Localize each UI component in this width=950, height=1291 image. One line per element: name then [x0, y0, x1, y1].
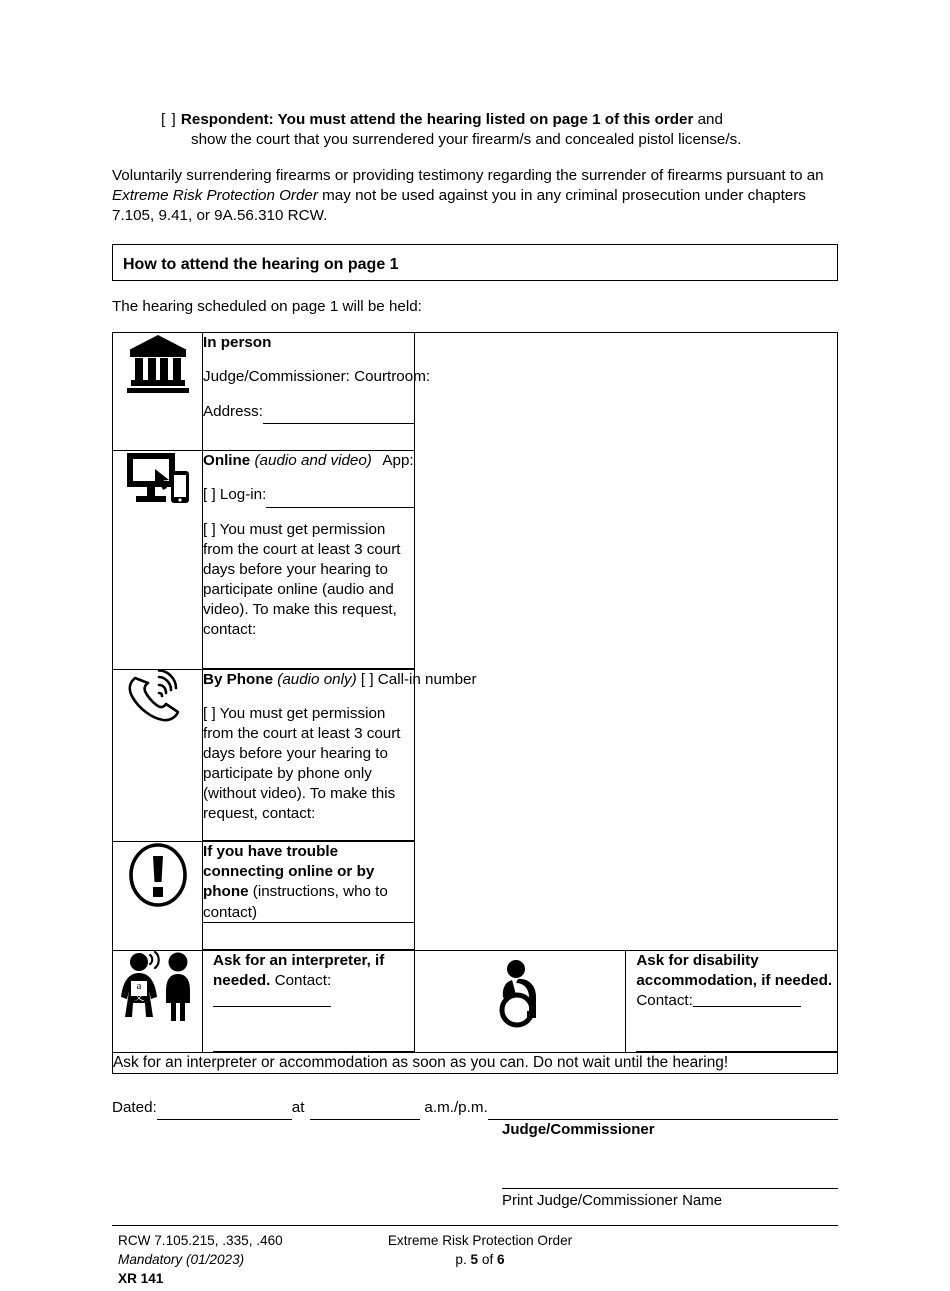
- judge-commissioner-field-row: [203, 367, 431, 387]
- interpreter-note: Ask for an interpreter or accommodation as soon as you can. Do not wait until the hearing!: [113, 1052, 838, 1073]
- online-permission-text: You must get permission from the court at least 3 court days before your hearing to participate online (audio and video). To make this request, contact:: [203, 520, 401, 638]
- interpreter-title: Ask for an interpreter, if needed.: [213, 951, 385, 989]
- voluntary-surrender-paragraph: [112, 166, 838, 226]
- voluntary-part2: may not be used against you in any criminal prosecution under chapters 7.105, 9.41, or 9A.56.310 RCW.: [112, 187, 806, 225]
- interpreter-icon-cell: [113, 950, 203, 1052]
- address-field-row: [203, 402, 414, 422]
- trouble-icon-cell: [113, 842, 203, 950]
- table-row-by-phone: [113, 669, 838, 841]
- dated-row: [112, 1098, 838, 1118]
- login-checkbox[interactable]: [ ]: [203, 486, 216, 504]
- login-field-row: [203, 485, 414, 505]
- by-phone-title-row: [203, 670, 477, 690]
- ampm-label: a.m./p.m.: [424, 1099, 488, 1117]
- table-row-in-person: [113, 333, 838, 451]
- callin-label: Call-in number: [377, 670, 477, 688]
- table-row-note: [113, 1052, 838, 1073]
- by-phone-permission-paragraph: [203, 704, 414, 824]
- address-input[interactable]: [263, 408, 414, 424]
- accommodation-contact-label: Contact:: [636, 991, 693, 1009]
- interpreter-title-line: [213, 951, 414, 1011]
- in-person-title: In person: [203, 334, 272, 352]
- wheelchair-accessibility-icon: [494, 959, 546, 1029]
- footer-page-total: 6: [497, 1252, 505, 1268]
- footer-form-number: XR 141: [118, 1271, 164, 1287]
- exclamation-circle-icon: [128, 842, 188, 908]
- respondent-checkbox[interactable]: [ ]: [161, 111, 177, 128]
- desktop-monitor-icon: [125, 451, 191, 507]
- footer-doc-title: Extreme Risk Protection Order: [387, 1232, 573, 1248]
- time-input[interactable]: [310, 1104, 420, 1120]
- section-header-how-to-attend: How to attend the hearing on page 1: [112, 244, 838, 281]
- online-body-cell: [203, 451, 415, 670]
- document-page: [112, 0, 838, 1291]
- accommodation-title-line: [636, 951, 837, 1011]
- judge-commissioner-label: Judge/Commissioner:: [203, 368, 350, 386]
- footer-mandatory: Mandatory (01/2023): [118, 1252, 245, 1268]
- hearing-lead-line: The hearing scheduled on page 1 will be held:: [112, 298, 422, 316]
- in-person-icon-cell: [113, 333, 203, 451]
- judge-signature-input[interactable]: [488, 1104, 838, 1120]
- footer-page-indicator: [380, 1250, 580, 1269]
- login-label: Log-in:: [219, 486, 267, 504]
- by-phone-title: By Phone: [203, 670, 274, 688]
- by-phone-permission-checkbox[interactable]: [ ]: [203, 704, 216, 722]
- courtroom-label: Courtroom:: [354, 368, 431, 386]
- print-judge-name-label: Print Judge/Commissioner Name: [502, 1191, 723, 1209]
- respondent-notice-line2: show the court that you surrendered your firearm/s and concealed pistol license/s.: [191, 131, 742, 149]
- login-input[interactable]: [266, 492, 413, 508]
- respondent-notice: [112, 110, 838, 150]
- accommodation-body-cell: [626, 950, 838, 1052]
- footer-page-prefix: p.: [455, 1252, 471, 1268]
- svg-text:a: a: [136, 979, 141, 992]
- courthouse-icon: [127, 333, 189, 393]
- by-phone-icon-cell: [113, 669, 203, 841]
- print-name-input[interactable]: [502, 1188, 838, 1189]
- respondent-notice-tail: and: [693, 111, 723, 128]
- online-icon-cell: [113, 451, 203, 670]
- at-label: at: [291, 1099, 305, 1117]
- interpreter-body-cell: [203, 950, 415, 1052]
- interpreter-contact-label: Contact:: [274, 971, 332, 989]
- phone-ringing-icon: [125, 670, 191, 728]
- accommodation-icon-cell: [414, 950, 626, 1052]
- trouble-title: If you have trouble connecting online or by phone: [203, 843, 375, 901]
- dated-input[interactable]: [157, 1104, 292, 1120]
- page-footer: [112, 1231, 838, 1291]
- by-phone-title-paren: (audio only): [277, 670, 357, 688]
- how-to-attend-table: [112, 332, 838, 1074]
- voluntary-italic-title: Extreme Risk Protection Order: [112, 187, 318, 205]
- footer-page-number: 5: [470, 1252, 479, 1268]
- address-label: Address:: [203, 402, 263, 420]
- in-person-body-cell: [203, 333, 431, 451]
- accommodation-title: Ask for disability accommodation, if needed.: [636, 951, 833, 989]
- online-title-row: [203, 451, 414, 471]
- footer-page-of: of: [478, 1252, 497, 1268]
- accommodation-contact-input[interactable]: [693, 991, 801, 1007]
- online-permission-paragraph: [203, 520, 414, 640]
- table-row-trouble-connecting: [113, 842, 838, 950]
- table-row-interpreter-accommodation: [113, 950, 838, 1052]
- footer-left-block: [118, 1231, 283, 1289]
- table-row-online: [113, 451, 838, 670]
- footer-rcw-citation: RCW 7.105.215, .335, .460: [118, 1232, 283, 1248]
- trouble-title-paren: (instructions, who to contact): [203, 883, 388, 921]
- signature-area: [112, 1120, 838, 1211]
- online-title-paren: (audio and video): [254, 452, 372, 470]
- by-phone-body-cell: [203, 669, 477, 841]
- interpreter-icon: [119, 951, 197, 1027]
- interpreter-contact-input[interactable]: [213, 991, 331, 1007]
- footer-center-block: [380, 1231, 580, 1270]
- trouble-title-line: [203, 842, 414, 922]
- trouble-body-cell: [203, 842, 415, 950]
- voluntary-part1: Voluntarily surrendering firearms or providing testimony regarding the surrender of firearms pursuant to an: [112, 167, 824, 185]
- online-permission-checkbox[interactable]: [ ]: [203, 520, 216, 538]
- footer-divider: [112, 1225, 838, 1226]
- by-phone-permission-text: You must get permission from the court at least 3 court days before your hearing to participate by phone only (without video). To make this request, contact:: [203, 704, 401, 823]
- respondent-notice-bold: Respondent: You must attend the hearing listed on page 1 of this order: [180, 111, 694, 128]
- app-label: App:: [382, 452, 414, 470]
- online-title: Online: [203, 452, 251, 470]
- dated-label: Dated:: [112, 1099, 157, 1117]
- svg-text:文: 文: [133, 990, 144, 1003]
- judge-commissioner-signature-label: Judge/Commissioner: [502, 1121, 655, 1139]
- callin-checkbox[interactable]: [ ]: [360, 670, 374, 688]
